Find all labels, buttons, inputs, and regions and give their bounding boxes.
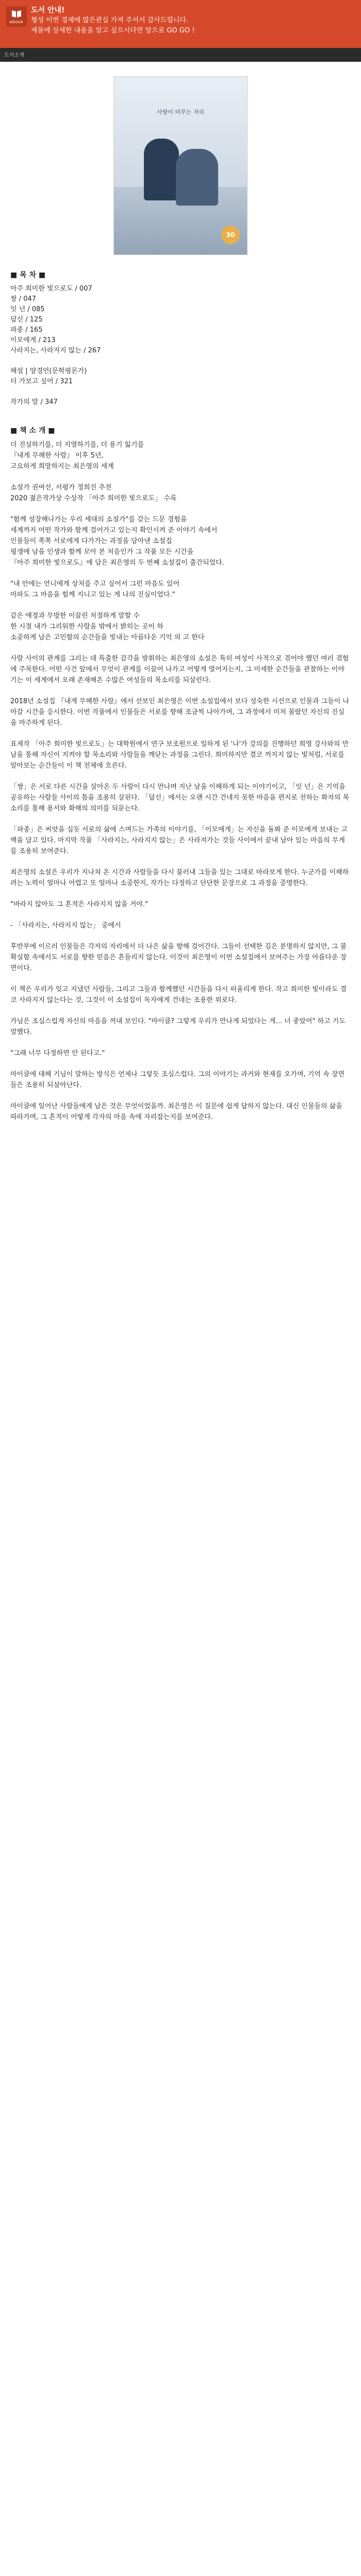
intro-paragraph: 더 진실하기를, 더 지열하기를, 더 용기 잃기를 『내게 무해한 사람』 이후 5년, 고요하게 희망하지는 최은영의 세계 <box>10 441 144 470</box>
intro-paragraph: "내 안에는 언니에게 상처를 주고 싶어서 그런 마음도 있어 아파도 그 마음을 힘께 지니고 있는 게 나의 진실이었다." <box>10 580 179 599</box>
intro-paragraph: "바라지 않아도 그 흔적은 사라지지 않을 거야." <box>10 901 148 908</box>
book-introduction <box>10 439 351 1123</box>
intro-paragraph: 가님은 조심스럽게 자신의 마음을 꺼내 보인다. "마이클? 그렇게 우리가 만나게 되었다는 게... 너 좋았어" 하고 기도 말했다. <box>10 1018 348 1036</box>
book-detail <box>0 62 361 1143</box>
intro-paragraph: 마이클에 일어난 사람들에게 남은 것은 무엇이었을까. 최은영은 이 질문에 쉽게 답하지 않는다. 대신 인물들의 삶을 따라가며, 그 흔적이 어떻게 각자의 마음 속에 자리잡는지를 보여준다. <box>10 1103 344 1121</box>
header-notice <box>31 5 195 36</box>
book-icon <box>11 9 22 19</box>
notice-line: 제품에 상세한 내용을 알고 싶으시다면 알으로 GO GO ! <box>31 27 195 35</box>
toc-item: 아주 희미한 빛으로도 / 007 <box>10 285 92 293</box>
intro-heading: ■ 책 소 개 ■ <box>10 427 55 435</box>
toc-item: 작가의 말 / 347 <box>10 398 58 406</box>
logo[interactable] <box>6 6 27 27</box>
toc-item: 잇 넌 / 085 <box>10 306 45 313</box>
intro-paragraph: 최은영의 소설은 우리가 지나쳐 온 시간과 사람들을 다시 불러내 그들을 있는 그대로 바라보게 한다. 누군가를 이해하려는 노력이 얼마나 어렵고 또 얼마나 소중한지, 작가는 다정하고 단단한 문장으로 그 과정을 증명한다. <box>10 869 349 887</box>
cover-title: 사랑이 머무는 자리 <box>156 109 204 115</box>
cover-figure <box>176 149 218 206</box>
toc-item: 더 가보고 싶어 / 321 <box>10 378 73 385</box>
intro-paragraph: - 「사라지는, 사라지지 않는」 중에서 <box>10 922 121 929</box>
cover-wrapper <box>10 76 351 255</box>
notice-title: 도서 안내! <box>31 6 65 14</box>
intro-paragraph: 소설가 권여선, 서평가 정희진 추천 2020 젊은작가상 수상작 「아주 희미한 빛으로도」 수록 <box>10 484 177 502</box>
cover-badge: 30 <box>221 226 240 244</box>
cover-figure <box>144 139 179 200</box>
toc-item <box>10 356 351 366</box>
toc-item: 파종 / 165 <box>10 326 43 334</box>
breadcrumb[interactable]: 도서소개 <box>4 53 24 58</box>
logo-text: ebook <box>9 19 24 24</box>
page-header <box>0 0 361 48</box>
sub-navigation <box>0 48 361 62</box>
intro-paragraph: 「쌍」은 서로 다른 시간을 살아온 두 사람이 다시 만나며 지난 날을 이해하게 되는 이야기이고, 「잇 넌」은 기억을 공유하는 사람들 사이의 틈을 조용히 살핀다. 「답신」에서는 오랜 시간 건네지 못한 마음을 편지로 전하는 화자의 목소리를 통해 용서와 화해의 의미를 되묻는다. <box>10 783 350 812</box>
intro-paragraph: "그래 너무 다정하면 안 된다고." <box>10 1049 105 1057</box>
toc-item: 쌍 / 047 <box>10 295 37 303</box>
intro-paragraph: 이 책은 우리가 잊고 지냈던 사람들, 그리고 그들과 함께했던 시간들을 다시 떠올리게 한다. 작고 희미한 빛이라도 결코 사라지지 않는다는 것, 그것이 이 소설집이 독자에게 건네는 조용한 위로다. <box>10 986 347 1004</box>
intro-paragraph: 2018년 소설집 『내게 무해한 사람』에서 선보인 최은영은 이번 소설집에서 보다 성숙한 시선으로 인물과 그들이 나아갈 시간을 응시한다. 이번 작품에서 인물들은 서로를 향해 조금씩 나아가며, 그 과정에서 미처 몰랐던 자신의 진실을 마주하게 된다. <box>10 698 349 727</box>
intro-paragraph: 같은 애정과 무방한 이끌린 처절하게 말할 수 한 시절 내가 그리워한 사람을 밖에서 밝히는 곳이 하 소중하게 남은 고민함의 순간들을 빛내는 아름다운 기억 의 고 한다 <box>10 612 205 641</box>
toc-item: 이모에게 / 213 <box>10 336 56 344</box>
intro-paragraph: 표제작 「아주 희미한 빛으로도」는 대학원에서 연구 보조원으로 일하게 된 '나'가 강의를 진행하던 희영 강사와의 만남을 통해 자신이 지켜야 할 목소리와 사람들을 깨닫는 과정을 그린다. 희미하지만 결코 꺼지지 않는 빛처럼, 서로를 알아보는 순간들이 이 책 전체에 흐른다. <box>10 740 349 770</box>
intro-paragraph: 사람 사이의 관계를 그리는 데 특출한 감각을 발휘하는 최은영의 소설은 특히 여성이 사적으로 겪어야 했던 여러 겪험에 주목한다. 어떤 사건 앞에서 무엇이 관계를 이끌어 나가고 어떻게 멀어지는지, 그 미세한 순간들을 관찰하는 이야기는 이 세계에서 오래 존재해온 수많은 여성들의 목소리를 되살린다. <box>10 655 349 684</box>
book-cover-image <box>113 76 248 255</box>
table-of-contents <box>10 284 351 408</box>
notice-line: 형성 이번 경제에 많은관심 가져 주셔서 감사드립니다. <box>31 16 189 24</box>
toc-item: 사라지는, 사라지지 않는 / 267 <box>10 347 101 354</box>
toc-heading: ■ 목 차 ■ <box>10 271 46 279</box>
toc-item: 해설 | 양경언(문학평론가) <box>10 367 87 375</box>
intro-paragraph: 「파종」은 씨앗을 심듯 서로의 삶에 스며드는 가족의 이야기를, 「이모에게」는 자신을 돌봐 준 이모에게 보내는 고백을 담고 있다. 마지막 작품 「사라지는, 사라지지 않는」은 사라져가는 것들 사이에서 끝내 남아 있는 마음의 무게를 조용히 보여준다. <box>10 826 348 855</box>
toc-item <box>10 387 351 397</box>
intro-paragraph: 후반부에 이르러 인물들은 각자의 자리에서 더 나은 삶을 향해 걸어간다. 그들이 선택한 길은 분명하지 않지만, 그 불확실함 속에서도 서로를 향한 믿음은 흔들리지 않는다. 이것이 최은영이 이번 소설집에서 보여주는 가장 아름다운 장면이다. <box>10 943 347 972</box>
toc-item: 답신 / 125 <box>10 316 43 324</box>
intro-paragraph: 마이클에 대해 기님이 말하는 방식은 언제나 그렇듯 조심스럽다. 그의 이야기는 과거와 현재를 오가며, 기억 속 장면들은 조용히 되살아난다. <box>10 1071 344 1089</box>
intro-paragraph: "함께 성장해나가는 우리 세대의 소설가"를 갖는 드문 경험을 세계까지 어떤 작가와 함께 걸어가고 있는지 확인시켜 준 이야기 속에서 인물들이 쪽쪽 서로에게 다가가는 과정을 담아낸 소설집 평생에 남을 인생과 함께 모아 본 처음인가 그 작품 모든 시간을 『아주 희미한 빛으로도』에 담은 최은영의 두 번째 소설집이 출간되었다. <box>10 516 224 567</box>
